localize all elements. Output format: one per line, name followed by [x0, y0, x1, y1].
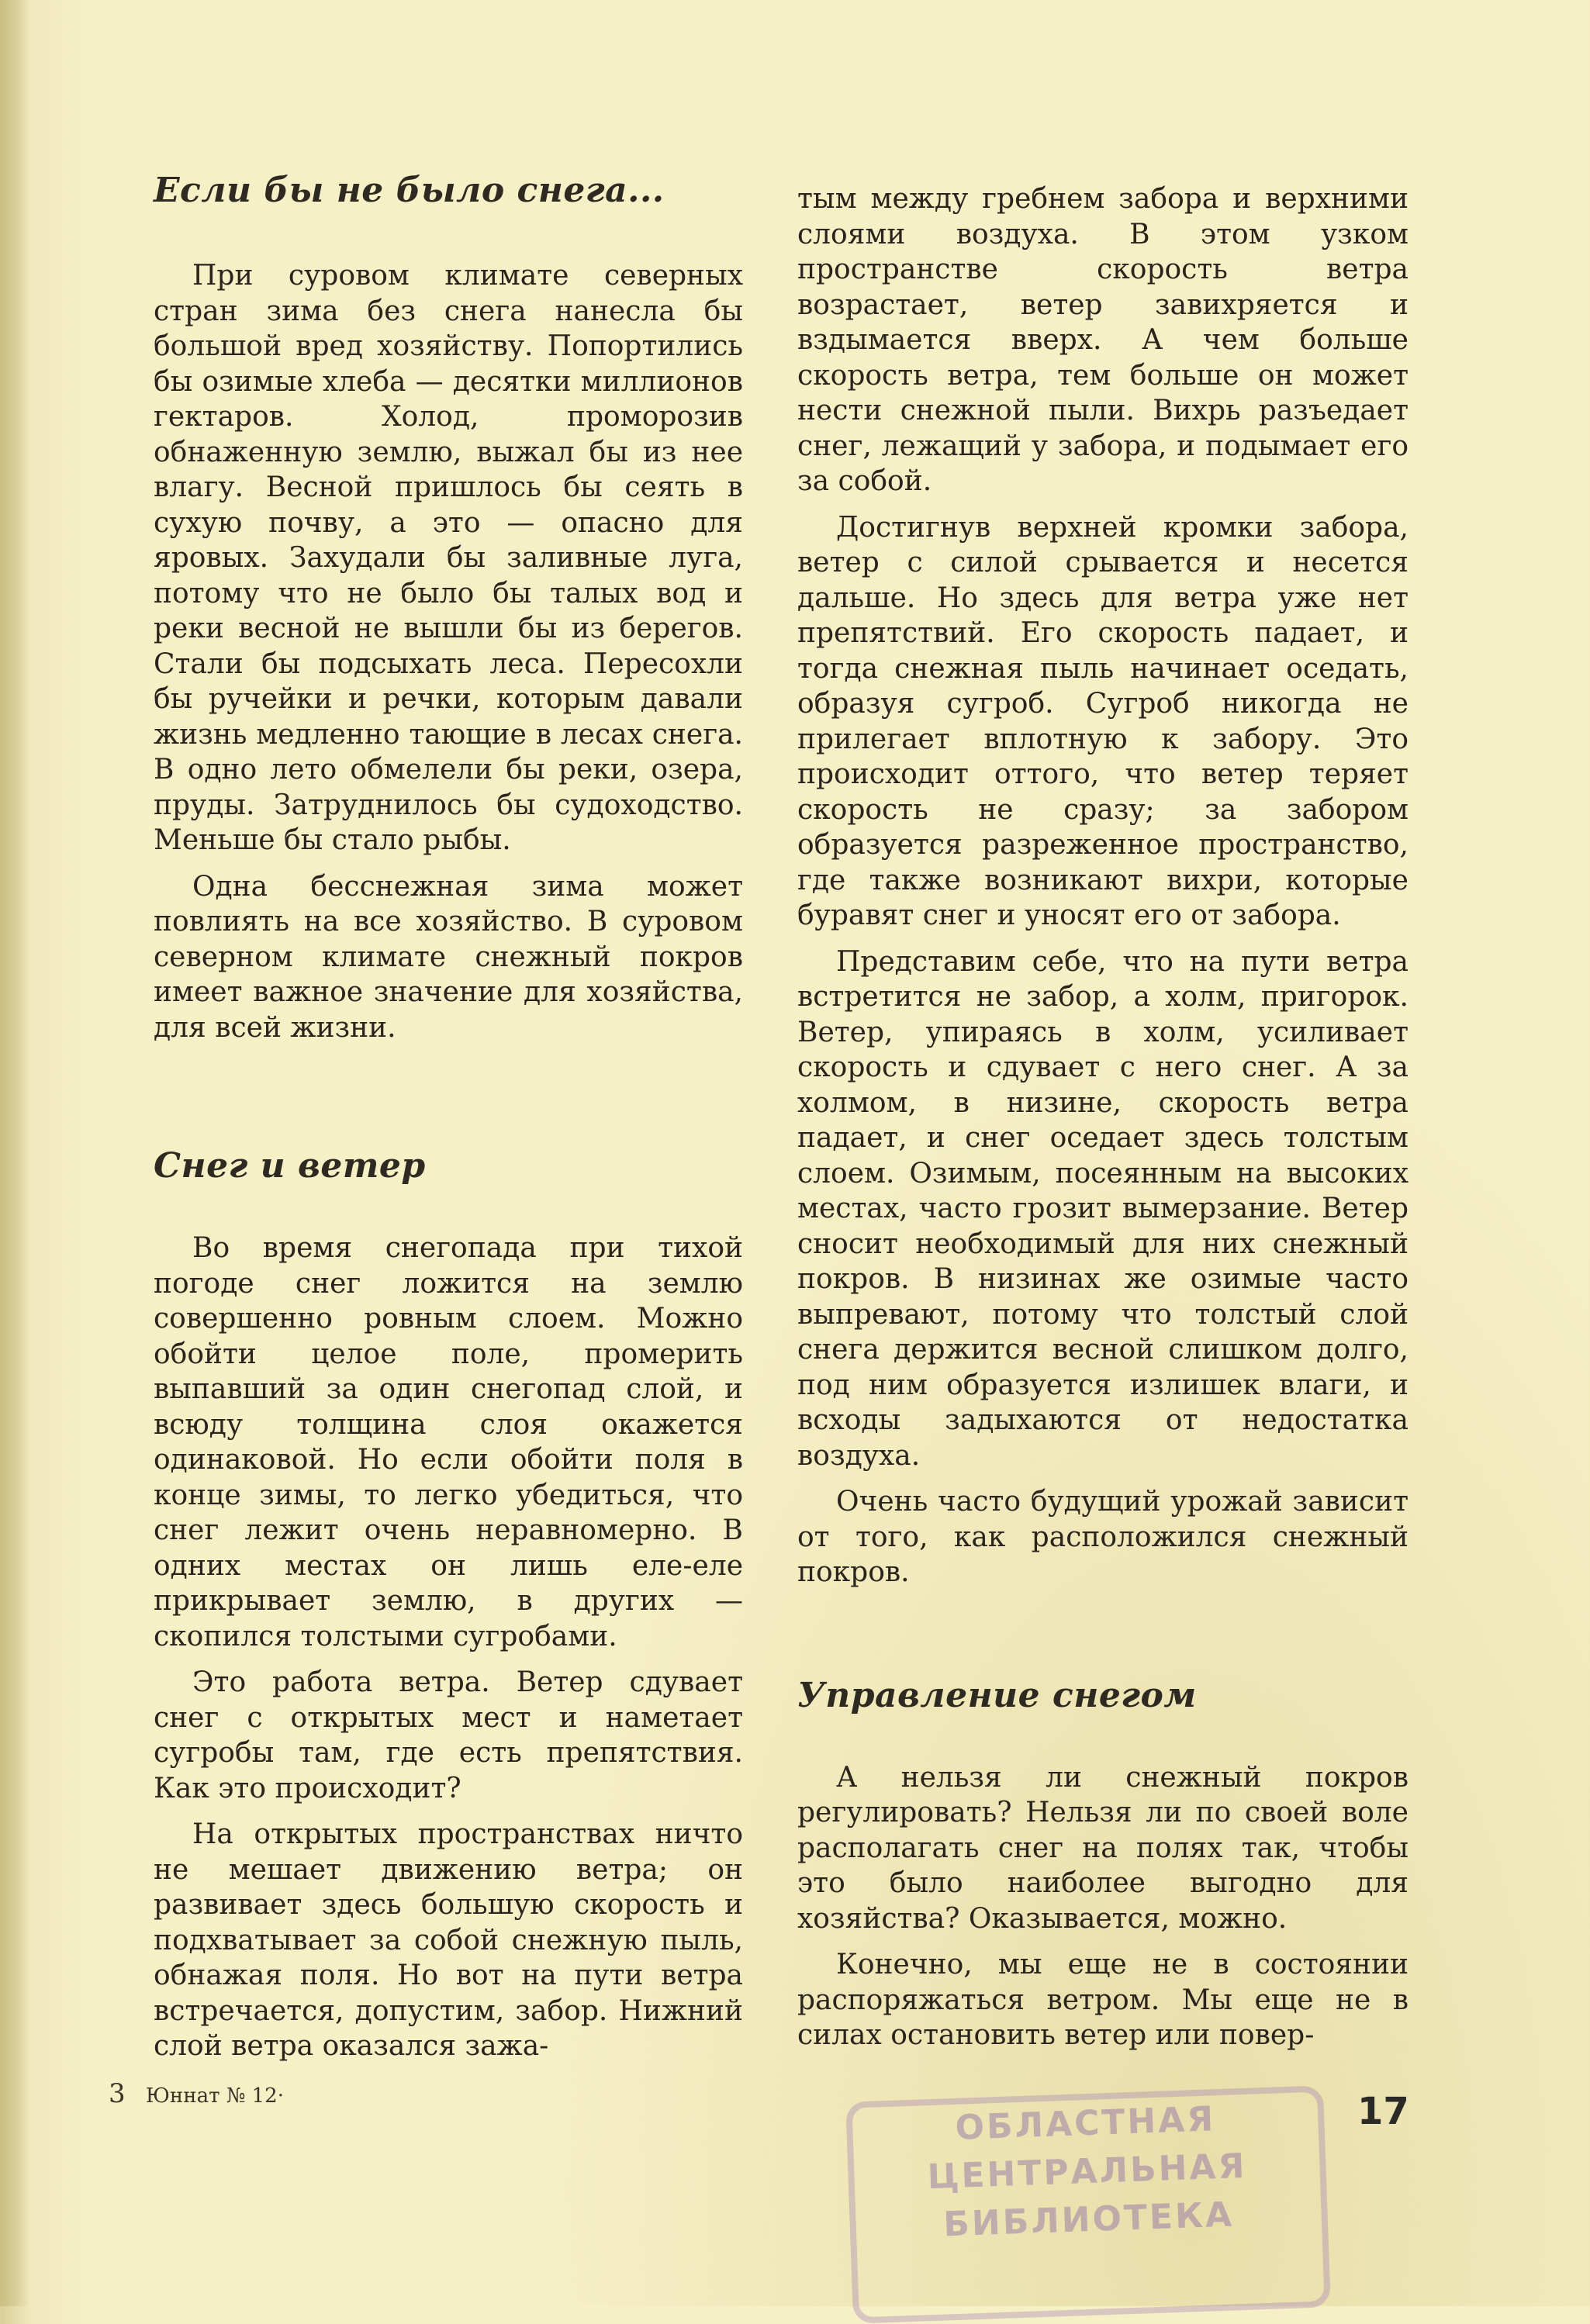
- left-column: [154, 171, 743, 2064]
- stamp-line: ОБЛАСТНАЯ: [954, 2099, 1216, 2148]
- paragraph: Одна бесснежная зима может повлиять на все хозяйство. В суровом северном климате снежный покров имеет важное значение для хозяйства, для всей жизни.: [154, 870, 743, 1044]
- section-title-snow-control: Управление снегом: [797, 1675, 1197, 1715]
- paragraph: А нельзя ли снежный покров регулировать? Нельзя ли по своей воле располагать снег на полях так, чтобы это было наиболее выгодно для хозяйства? Оказывается, можно.: [797, 1761, 1409, 1935]
- stamp-line: ЦЕНТРАЛЬНАЯ: [926, 2146, 1248, 2198]
- page-footer: [109, 2078, 284, 2109]
- spine-shadow: [0, 0, 29, 2306]
- section-title-no-snow: Если бы не было снега...: [154, 171, 665, 210]
- paragraph: Достигнув верхней кромки забора, ветер с силой срывается и несется дальше. Но здесь для ветра уже нет препятствий. Его скорость падает, и тогда снежная пыль начинает оседать, образуя сугроб. Сугроб никогда не прилегает вплотную к забору. Это происходит оттого, что ветер теряет скорость не сразу; за забором образуется разреженное пространство, где также возникают вихри, которые буравят снег и уносят его от забора.: [797, 511, 1409, 931]
- paragraph: Во время снегопада при тихой погоде снег ложится на землю совершенно ровным слоем. Можно обойти целое поле, промерить выпавший за один снегопад слой, и всюду толщина слоя окажется одинаковой. Но если обойти поля в конце зимы, то легко убедиться, что снег лежит очень неравномерно. В одних местах он лишь еле-еле прикрывает землю, в других — скопился толстыми сугробами.: [154, 1232, 743, 1652]
- section-title-snow-and-wind: Снег и ветер: [154, 1146, 426, 1186]
- journal-label: Юннат № 12·: [145, 2084, 284, 2108]
- stamp-line: БИБЛИОТЕКА: [942, 2195, 1235, 2245]
- paragraph: Конечно, мы еще не в состоянии распоряжаться ветром. Мы еще не в силах остановить ветер или повер-: [797, 1949, 1409, 2051]
- paragraph: Представим себе, что на пути ветра встретится не забор, а холм, пригорок. Ветер, упираясь в холм, усиливает скорость и сдувает с него снег. А за холмом, в низине, скорость ветра падает, и снег оседает здесь толстым слоем. Озимым, посеянным на высоких местах, часто грозит вымерзание. Ветер сносит необходимый для них снежный покров. В низинах же озимые часто выпревают, потому что толстый слой снега держится весной слишком долго, под ним образуется излишек влаги, и всходы задыхаются от недостатка воздуха.: [797, 945, 1409, 1472]
- paragraph: Это работа ветра. Ветер сдувает снег с открытых мест и наметает сугробы там, где есть препятствия. Как это происходит?: [154, 1666, 743, 1804]
- page-number: 17: [1357, 2090, 1409, 2133]
- library-stamp: [845, 2085, 1331, 2323]
- paragraph: Очень часто будущий урожай зависит от того, как расположился снежный покров.: [797, 1486, 1409, 1588]
- paragraph: тым между гребнем забора и верхними слоями воздуха. В этом узком пространстве скорость ветра возрастает, ветер завихряется и вздымается вверх. А чем больше скорость ветра, тем больше он может нести снежной пыли. Вихрь разъедает снег, лежащий у забора, и подымает его за собой.: [797, 183, 1409, 497]
- paragraph: На открытых пространствах ничто не мешает движению ветра; он развивает здесь большую скорость и подхватывает за собой снежную пыль, обнажая поля. Но вот на пути ветра встречается, допустим, забор. Нижний слой ветра оказался зажа-: [154, 1818, 743, 2062]
- paragraph: При суровом климате северных стран зима без снега нанесла бы большой вред хозяйству. Попортились бы озимые хлеба — десятки миллионов гектаров. Холод, проморозив обнаженную землю, выжал бы из нее влагу. Весной пришлось бы сеять в сухую почву, а это — опасно для яровых. Захудали бы заливные луга, потому что не было бы талых вод и реки весной не вышли бы из берегов. Стали бы подсыхать леса. Пересохли бы ручейки и речки, которым давали жизнь медленно тающие в лесах снега. В одно лето обмелели бы реки, озера, пруды. Затруднилось бы судоходство. Меньше бы стало рыбы.: [154, 260, 743, 856]
- right-column: [797, 181, 1409, 2053]
- signature-number: 3: [109, 2078, 126, 2109]
